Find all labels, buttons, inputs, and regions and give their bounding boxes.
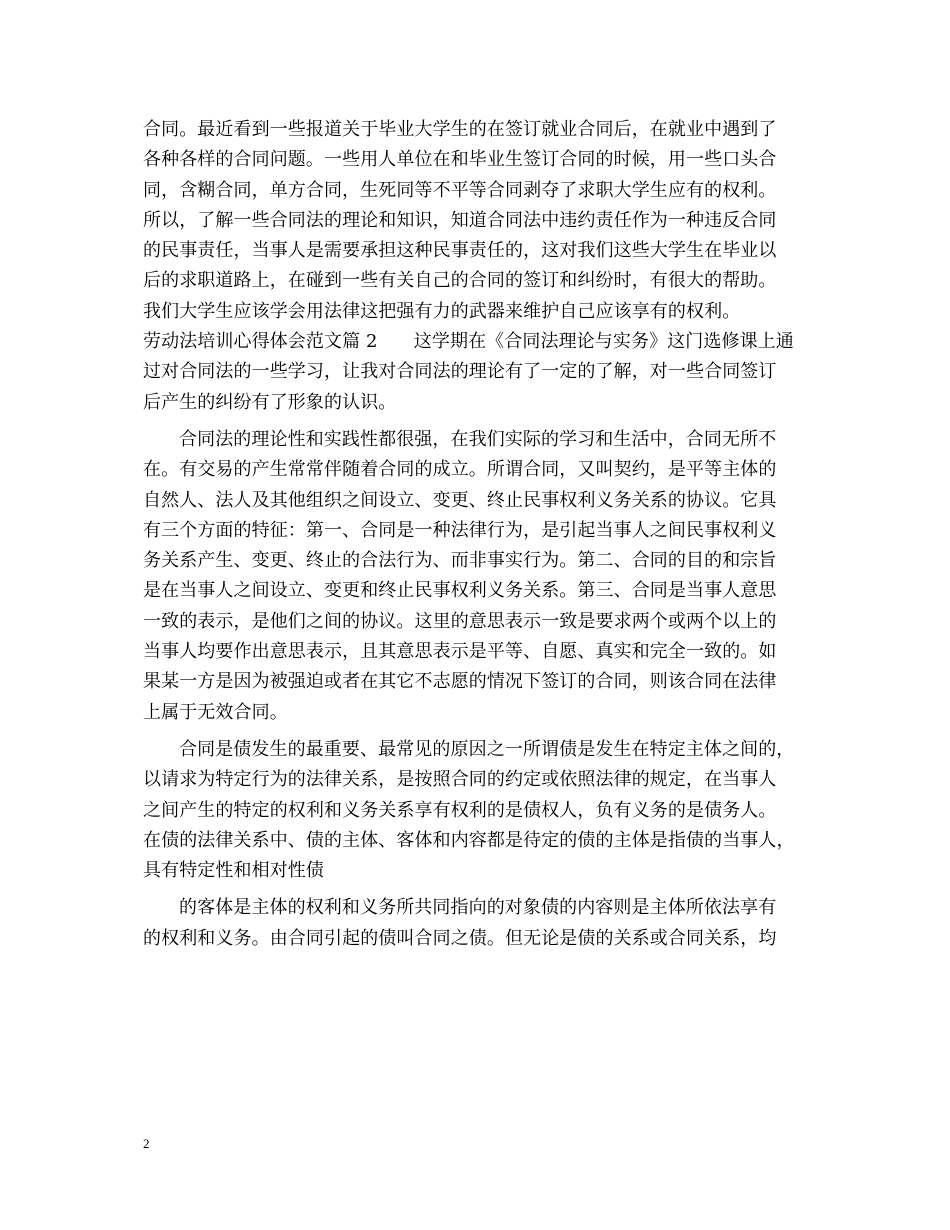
text-line: 果某一方是因为被强迫或者在其它不志愿的情况下签订的合同，则该合同在法律 <box>143 671 777 693</box>
paragraph-gap <box>143 418 823 425</box>
paragraph-gap <box>143 886 823 893</box>
text-line: 以请求为特定行为的法律关系，是按照合同的约定或依照法律的规定，在当事人 <box>143 769 777 791</box>
text-line: 之间产生的特定的权利和义务关系享有权利的是债权人，负有义务的是债务人。 <box>143 799 777 821</box>
text-line: 务关系产生、变更、终止的合法行为、而非事实行为。第二、合同的目的和宗旨 <box>143 550 777 572</box>
text-line: 后的求职道路上，在碰到一些有关自己的合同的签订和纠纷时，有很大的帮助。 <box>143 270 777 292</box>
page-number: 2 <box>143 1136 150 1151</box>
text-line: 的客体是主体的权利和义务所共同指向的对象债的内容则是主体所依法享有 <box>179 897 777 919</box>
text-line: 的权利和义务。由合同引起的债叫合同之债。但无论是债的关系或合同关系，均 <box>143 927 777 949</box>
text-line: 自然人、法人及其他组织之间设立、变更、终止民事权利义务关系的协议。它具 <box>143 489 777 511</box>
text-line: 当事人均要作出意思表示，且其意思表示是平等、自愿、真实和完全一致的。如 <box>143 641 777 663</box>
text-line: 上属于无效合同。 <box>143 701 288 723</box>
text-line: 劳动法培训心得体会范文篇 2 这学期在《合同法理论与实务》这门选修课上通 <box>143 331 794 353</box>
text-line: 合同法的理论性和实践性都很强，在我们实际的学习和生活中，合同无所不 <box>179 428 777 450</box>
text-line: 是在当事人之间设立、变更和终止民事权利义务关系。第三、合同是当事人意思 <box>143 580 777 602</box>
paragraph-gap <box>143 728 823 735</box>
text-line: 我们大学生应该学会用法律这把强有力的武器来维护自己应该享有的权利。 <box>143 300 741 322</box>
text-line: 一致的表示，是他们之间的协议。这里的意思表示一致是要求两个或两个以上的 <box>143 610 777 632</box>
text-line: 有三个方面的特征：第一、合同是一种法律行为，是引起当事人之间民事权利义 <box>143 519 777 541</box>
text-line: 各种各样的合同问题。一些用人单位在和毕业生签订合同的时候，用一些口头合 <box>143 149 777 171</box>
text-line: 合同。最近看到一些报道关于毕业大学生的在签订就业合同后，在就业中遇到了 <box>143 119 777 140</box>
text-line: 过对合同法的一些学习，让我对合同法的理论有了一定的了解，对一些合同签订 <box>143 361 777 383</box>
text-line: 的民事责任，当事人是需要承担这种民事责任的，这对我们这些大学生在毕业以 <box>143 240 777 262</box>
text-line: 同，含糊合同，单方合同，生死同等不平等合同剥夺了求职大学生应有的权利。 <box>143 179 777 201</box>
text-line: 具有特定性和相对性债 <box>143 860 324 882</box>
body-text <box>143 115 823 954</box>
text-line: 所以，了解一些合同法的理论和知识，知道合同法中违约责任作为一种违反合同 <box>143 209 777 231</box>
text-line: 在债的法律关系中、债的主体、客体和内容都是待定的债的主体是指债的当事人， <box>143 829 795 851</box>
text-line: 后产生的纠纷有了形象的认识。 <box>143 391 397 413</box>
text-line: 合同是债发生的最重要、最常见的原因之一所谓债是发生在特定主体之间的， <box>179 738 795 760</box>
text-line: 在。有交易的产生常常伴随着合同的成立。所谓合同，又叫契约，是平等主体的 <box>143 459 777 481</box>
